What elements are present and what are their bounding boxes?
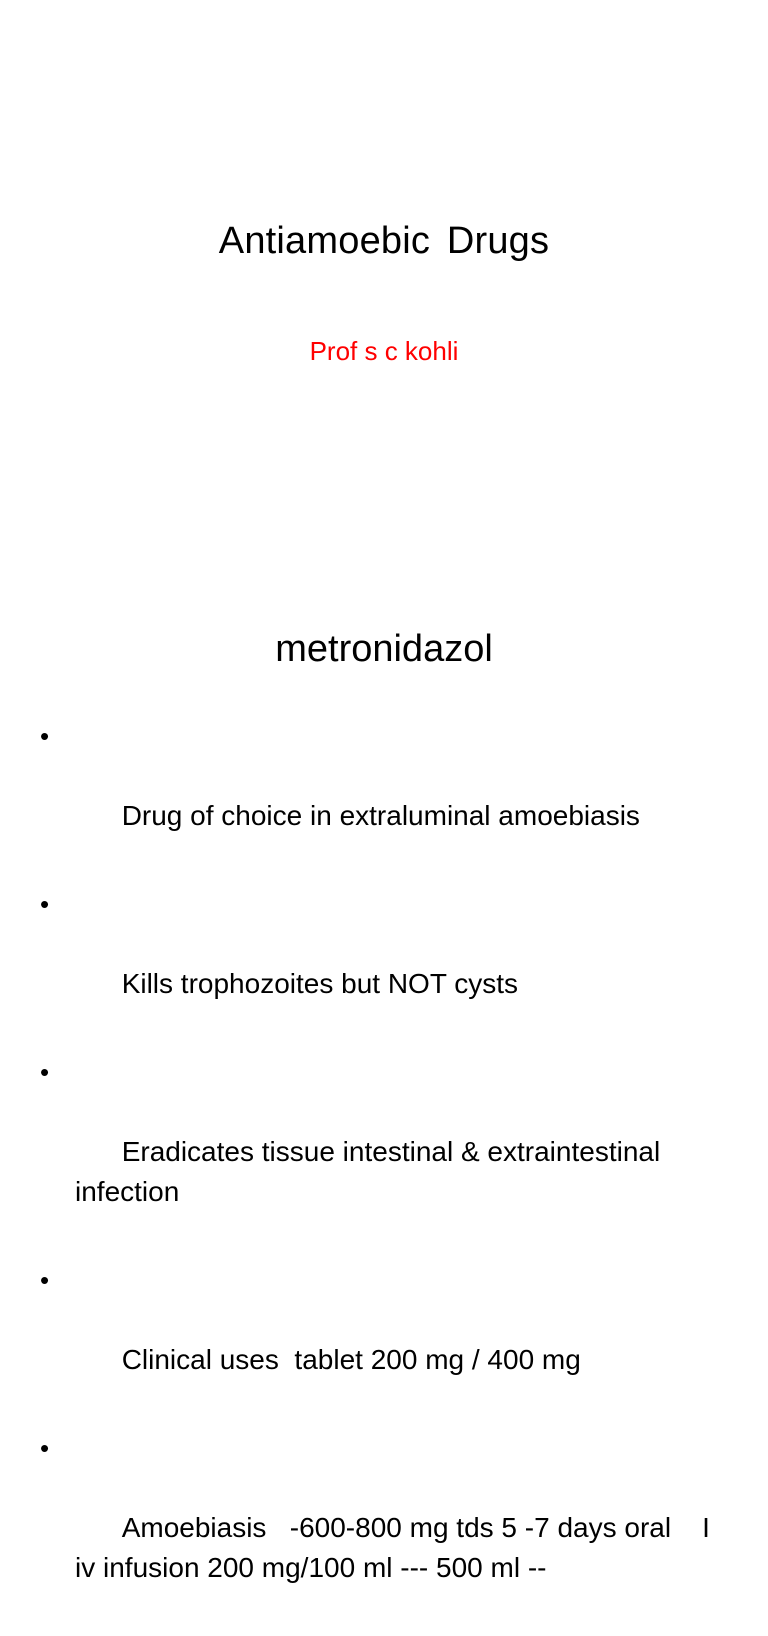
author-subtitle: Prof s c kohli	[309, 336, 459, 366]
slide-title: metronidazol	[275, 628, 493, 670]
bullet-text: Amoebiasis -600-800 mg tds 5 -7 days oral I iv infusion 200 mg/100 ml --- 500 ml --	[75, 1512, 718, 1583]
bullet-text: Drug of choice in extraluminal amoebiasis	[121, 800, 640, 831]
bullet-text: Clinical uses tablet 200 mg / 400 mg	[121, 1344, 581, 1375]
bullet-icon: •	[40, 889, 50, 919]
slide-title: Antiamoebic Drugs	[218, 220, 550, 262]
bullet-icon: •	[40, 1057, 50, 1087]
list-item	[0, 1260, 768, 1420]
list-item	[0, 1052, 768, 1252]
bullet-text: Eradicates tissue intestinal & extraintestinal infection	[75, 1136, 668, 1207]
bullet-icon: •	[40, 721, 50, 751]
list-item	[0, 884, 768, 1044]
bullet-icon: •	[40, 1265, 50, 1295]
bullet-icon: •	[40, 1433, 50, 1463]
bullet-list	[0, 716, 768, 1636]
list-item	[0, 716, 768, 876]
bullet-text: Kills trophozoites but NOT cysts	[121, 968, 518, 999]
list-item	[0, 1428, 768, 1628]
title-slide	[0, 0, 768, 576]
content-slide	[0, 576, 768, 1583]
